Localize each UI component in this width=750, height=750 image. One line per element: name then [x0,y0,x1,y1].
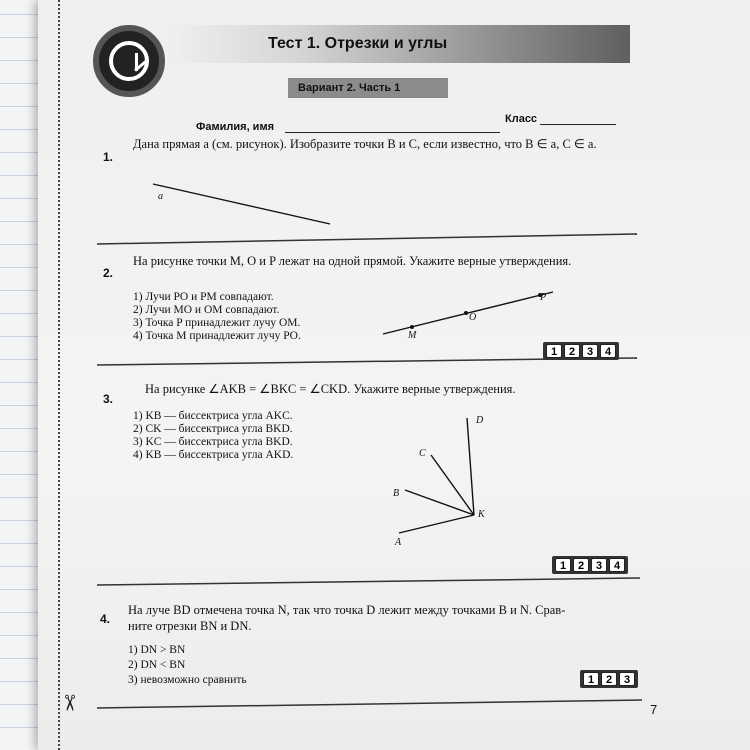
point-c-label: C [419,448,426,459]
question-2-option-1: 1) Лучи PO и PM совпадают. [133,291,274,303]
question-4-answer-boxes [580,670,638,688]
question-4-option-2: 2) DN < BN [128,659,186,671]
answer-box-4[interactable]: 4 [609,558,625,572]
question-3-option-2: 2) CK — биссектриса угла BKD. [133,423,293,435]
answer-box-1[interactable]: 1 [583,672,599,686]
answer-box-4[interactable]: 4 [600,344,616,358]
page-number: 7 [650,702,658,717]
scissors-icon: ✂ [57,693,83,713]
ray-kb [405,490,474,515]
ray-kd [467,418,474,515]
point-p-label: P [540,292,547,303]
answer-box-3[interactable]: 3 [591,558,607,572]
answer-box-3[interactable]: 3 [619,672,635,686]
answer-box-1[interactable]: 1 [546,344,562,358]
question-2-number: 2. [103,266,114,280]
answer-box-1[interactable]: 1 [555,558,571,572]
question-1-number: 1. [103,150,114,164]
point-k-label: K [478,509,485,520]
question-3-answer-boxes [552,556,628,574]
separator-4 [97,700,642,708]
question-3-text: На рисунке ∠AKB = ∠BKC = ∠CKD. Укажите верные утверждения. [145,382,516,396]
name-label: Фамилия, имя [196,121,275,133]
question-4-option-3: 3) невозможно сравнить [128,674,247,686]
variant-label: Вариант 2. Часть 1 [288,78,448,98]
question-3-option-1: 1) KB — биссектриса угла AKC. [133,410,293,422]
separator-3 [97,578,640,585]
class-label: Класс [505,113,538,125]
answer-box-2[interactable]: 2 [573,558,589,572]
page-title: Тест 1. Отрезки и углы [268,35,448,52]
point-o-label: O [469,312,477,323]
question-4-text-line-1: На луче BD отмечена точка N, так что точка D лежит между точками B и N. Срав- [128,603,566,617]
question-2-option-4: 4) Точка M принадлежит лучу PO. [133,330,301,342]
answer-box-2[interactable]: 2 [564,344,580,358]
question-4-text-line-2: ните отрезки BN и DN. [128,619,252,633]
answer-box-3[interactable]: 3 [582,344,598,358]
question-3-option-4: 4) KB — биссектриса угла AKD. [133,449,294,461]
question-4-option-1: 1) DN > BN [128,644,186,656]
question-1-text: Дана прямая a (см. рисунок). Изобразите точки B и C, если известно, что B ∈ a, C ∈ a. [133,137,597,151]
point-b-label: B [393,488,400,499]
question-3-option-3: 3) KC — биссектриса угла BKD. [133,436,293,448]
question-2-text: На рисунке точки M, O и P лежат на одной прямой. Укажите верные утверждения. [133,254,572,268]
point-d-label: D [476,415,484,426]
answer-box-2[interactable]: 2 [601,672,617,686]
ray-ka [399,515,474,533]
ray-kc [431,455,474,515]
question-4-number: 4. [100,612,111,626]
question-2-option-2: 2) Лучи MO и OM совпадают. [133,304,280,316]
question-3-number: 3. [103,392,114,406]
question-2-option-3: 3) Точка P принадлежит лучу OM. [133,317,301,329]
line-a-label: a [158,191,163,202]
point-a-label: A [395,537,402,548]
point-m-label: M [408,330,417,341]
